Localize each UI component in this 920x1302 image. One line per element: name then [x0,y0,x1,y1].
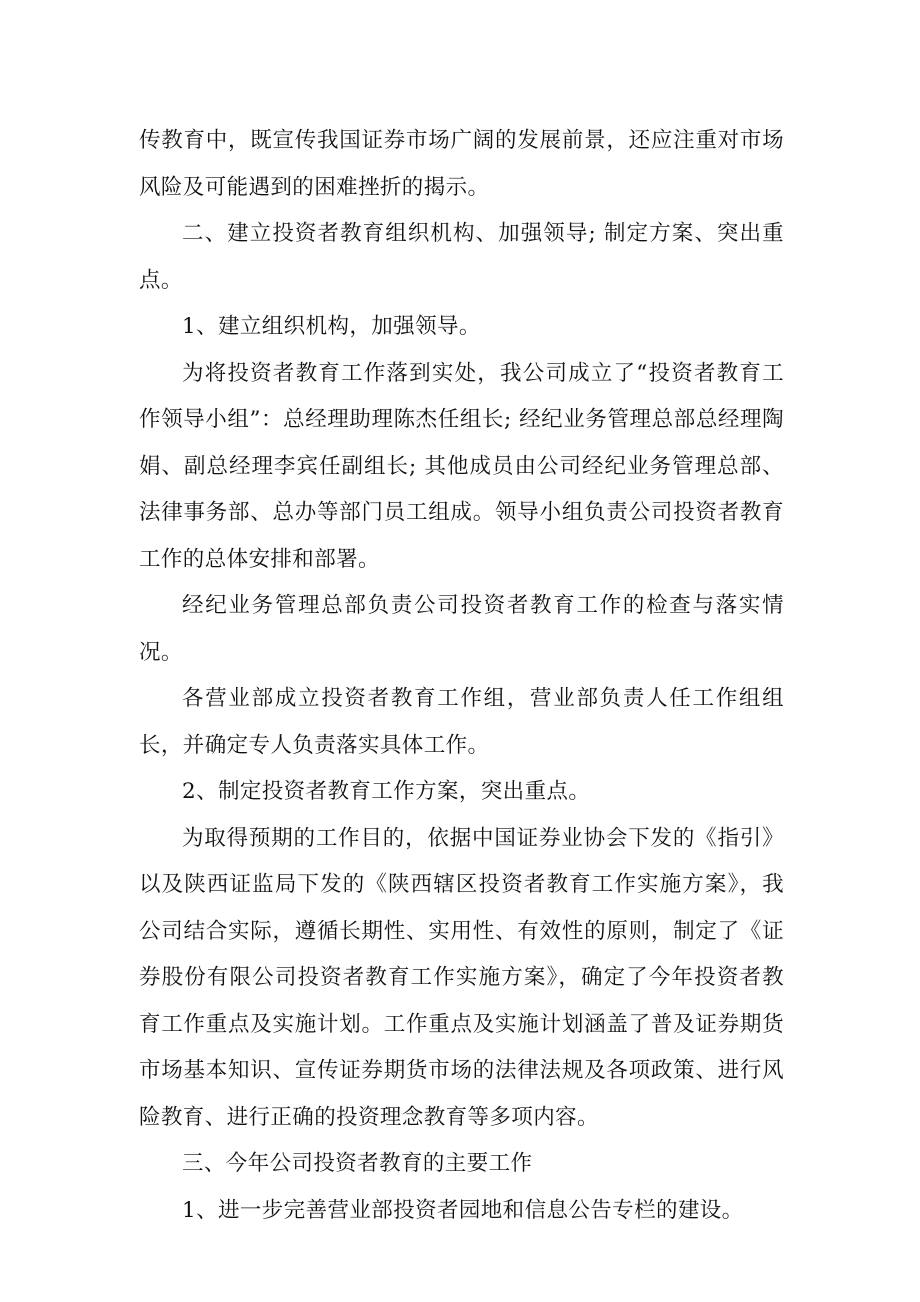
paragraph-plan-details: 为取得预期的工作目的，依据中国证券业协会下发的《指引》以及陕西证监局下发的《陕西辖区投资者教育工作实施方案》，我公司结合实际，遵循长期性、实用性、有效性的原则，制定了《证券股份有限公司投资者教育工作实施方案》，确定了今年投资者教育工作重点及实施计划。工作重点及实施计划涵盖了普及证券期货市场基本知识、宣传证券期货市场的法律法规及各项政策、进行风险教育、进行正确的投资理念教育等多项内容。 [139,825,784,1130]
paragraph-continuation: 传教育中，既宣传我国证券市场广阔的发展前景，还应注重对市场风险及可能遇到的困难挫折的揭示。 [139,128,784,200]
section-heading-two: 二、建立投资者教育组织机构、加强领导; 制定方案、突出重点。 [139,221,784,293]
paragraph-brokerage-inspection: 经纪业务管理总部负责公司投资者教育工作的检查与落实情况。 [139,593,784,665]
subheading-work-plan: 2、制定投资者教育工作方案，突出重点。 [182,779,591,804]
section-heading-three: 三、今年公司投资者教育的主要工作 [182,1151,533,1176]
subheading-investor-garden: 1、进一步完善营业部投资者园地和信息公告专栏的建设。 [182,1197,744,1223]
paragraph-leadership-group: 为将投资者教育工作落到实处，我公司成立了“投资者教育工作领导小组”：总经理助理陈杰任组长; 经纪业务管理总部总经理陶娟、副总经理李宾任副组长; 其他成员由公司经纪业务管理总部、法律事务部、总办等部门员工组成。领导小组负责公司投资者教育工作的总体安排和部署。 [139,360,784,572]
subheading-establish-organization: 1、建立组织机构，加强领导。 [182,314,481,339]
paragraph-branch-workgroups: 各营业部成立投资者教育工作组，营业部负责人任工作组组长，并确定专人负责落实具体工作。 [139,686,784,758]
